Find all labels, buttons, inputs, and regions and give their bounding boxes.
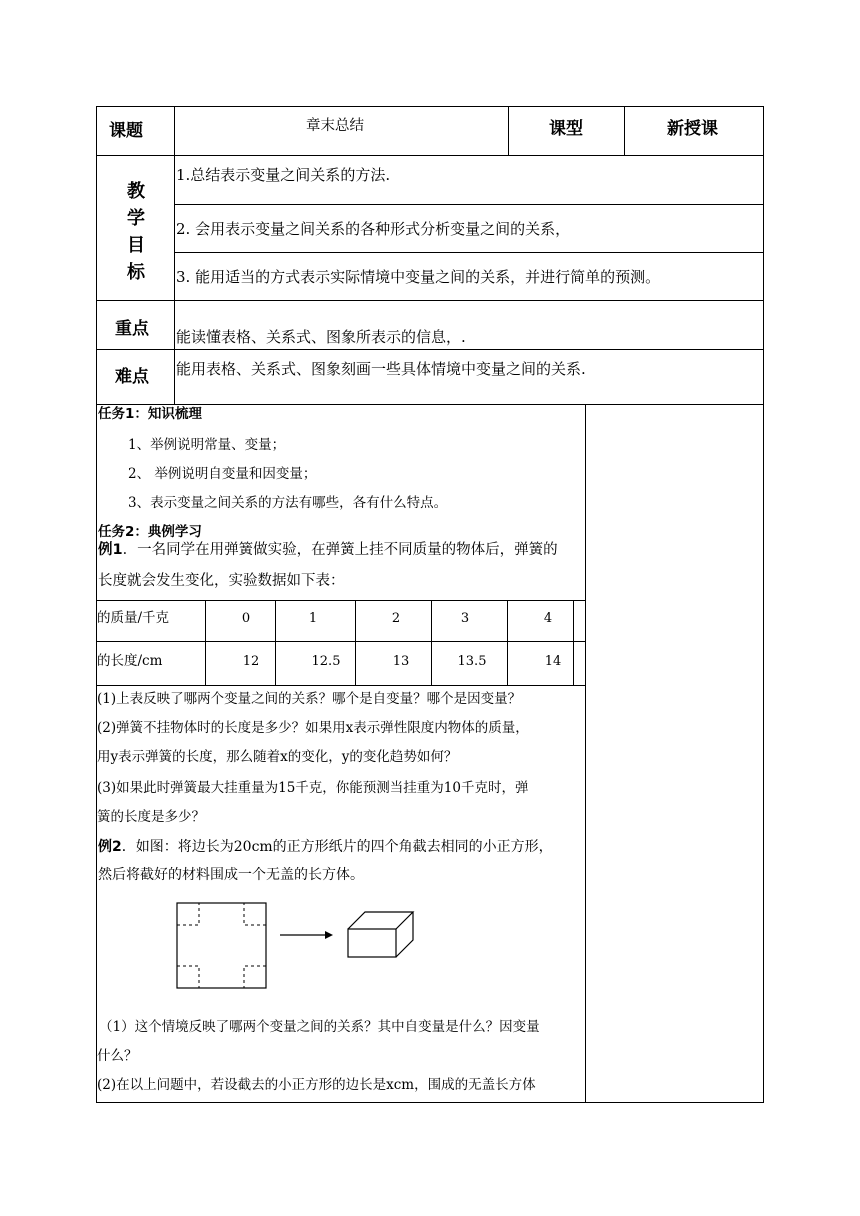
- task1-item-3: 3、表示变量之间关系的方法有哪些，各有什么特点。: [128, 495, 448, 511]
- table-border-goals-end: [96, 300, 764, 301]
- example1-intro-line1: [98, 541, 558, 559]
- type-value: 新授课: [667, 119, 718, 139]
- data-table-cell: 4: [543, 611, 553, 626]
- table-border-labelcol: [174, 106, 175, 405]
- data-table-bottom: [96, 685, 586, 686]
- example2-question-1: （1）这个情境反映了哪两个变量之间的关系？其中自变量是什么？因变量: [99, 1019, 540, 1035]
- type-label: 课型: [549, 119, 583, 139]
- example2-intro-text: ．如图：将边长为20cm的正方形纸片的四个角截去相同的小正方形，: [121, 839, 553, 855]
- example2-question-1-cont: 什么？: [97, 1048, 138, 1064]
- goals-label-char-2: 学: [127, 208, 145, 229]
- example2-intro-line1: [98, 838, 553, 856]
- key-point-text: 能读懂表格、关系式、图象所表示的信息，.: [176, 328, 466, 346]
- example2-label: 例2: [98, 839, 122, 855]
- goals-label-char-1: 教: [127, 181, 145, 202]
- goals-label-char-3: 目: [127, 235, 145, 256]
- data-table-cell: 14: [544, 654, 562, 669]
- difficulty-text: 能用表格、关系式、图象刻画一些具体情境中变量之间的关系.: [176, 360, 586, 378]
- example1-question-1: (1)上表反映了哪两个变量之间的关系？哪个是自变量？哪个是因变量？: [97, 691, 522, 707]
- example1-intro-line2: 长度就会发生变化，实验数据如下表：: [98, 573, 345, 589]
- data-table-row2-header: 的长度/cm: [97, 653, 163, 669]
- example2-question-2: (2)在以上问题中，若设截去的小正方形的边长是xcm，围成的无盖长方体: [97, 1077, 536, 1093]
- table-border-typevalue-left: [624, 106, 625, 156]
- example1-question-2-cont: 用y表示弹簧的长度，那么随着x的变化，y的变化趋势如何？: [97, 749, 458, 765]
- table-border-keypoint-end: [96, 349, 764, 350]
- task2-title: 任务2：典例学习: [98, 524, 202, 540]
- task1-title: 任务1：知识梳理: [98, 406, 202, 422]
- data-table-cell: 1: [308, 611, 318, 626]
- goal-item-1: 1.总结表示变量之间关系的方法.: [176, 166, 391, 184]
- data-table-cell: 0: [241, 611, 251, 626]
- data-table-cell: 2: [391, 611, 401, 626]
- data-table-cell: 3: [460, 611, 470, 626]
- goals-label-char-4: 标: [127, 262, 145, 283]
- key-point-label: 重点: [115, 319, 149, 339]
- example1-question-2: (2)弹簧不挂物体时的长度是多少？如果用x表示弹性限度内物体的质量，: [97, 720, 529, 736]
- table-border-goal2: [174, 252, 764, 253]
- data-table-cell: 12: [242, 654, 260, 669]
- example1-label: 例1: [98, 542, 123, 558]
- table-border-left: [96, 106, 97, 1103]
- data-table-cell: 13.5: [457, 654, 487, 669]
- data-table-mid: [96, 641, 586, 642]
- table-border-top: [96, 106, 764, 107]
- box-figure: [347, 910, 415, 960]
- table-border-bottom: [96, 1102, 764, 1103]
- arrow-icon: [280, 928, 334, 942]
- task1-item-2: 2、 举例说明自变量和因变量；: [128, 466, 317, 482]
- table-border-row1: [96, 155, 764, 156]
- data-table-cell: 12.5: [311, 654, 341, 669]
- table-border-right: [763, 106, 764, 1103]
- difficulty-label: 难点: [115, 367, 149, 387]
- example1-intro-text: ．一名同学在用弹簧做实验，在弹簧上挂不同质量的物体后，弹簧的: [122, 542, 558, 558]
- table-border-side-column: [585, 404, 586, 1103]
- table-border-typelabel-left: [508, 106, 509, 156]
- data-table-row1-header: 的质量/千克: [97, 610, 170, 626]
- square-paper-figure: [176, 902, 268, 990]
- example1-question-3: (3)如果此时弹簧最大挂重量为15千克，你能预测当挂重为10千克时，弹: [97, 780, 529, 796]
- goal-item-2: 2. 会用表示变量之间关系的各种形式分析变量之间的关系，: [176, 220, 571, 238]
- example2-intro-line2: 然后将截好的材料围成一个无盖的长方体。: [98, 867, 364, 883]
- topic-label: 课题: [109, 121, 143, 141]
- data-table-top: [96, 600, 586, 601]
- topic-value: 章末总结: [306, 118, 364, 134]
- task1-item-1: 1、举例说明常量、变量；: [128, 437, 286, 453]
- example1-question-3-cont: 簧的长度是多少？: [97, 809, 205, 825]
- data-table-cell: 13: [392, 654, 410, 669]
- goal-item-3: 3. 能用适当的方式表示实际情境中变量之间的关系，并进行简单的预测。: [176, 268, 661, 286]
- table-border-goal1: [174, 204, 764, 205]
